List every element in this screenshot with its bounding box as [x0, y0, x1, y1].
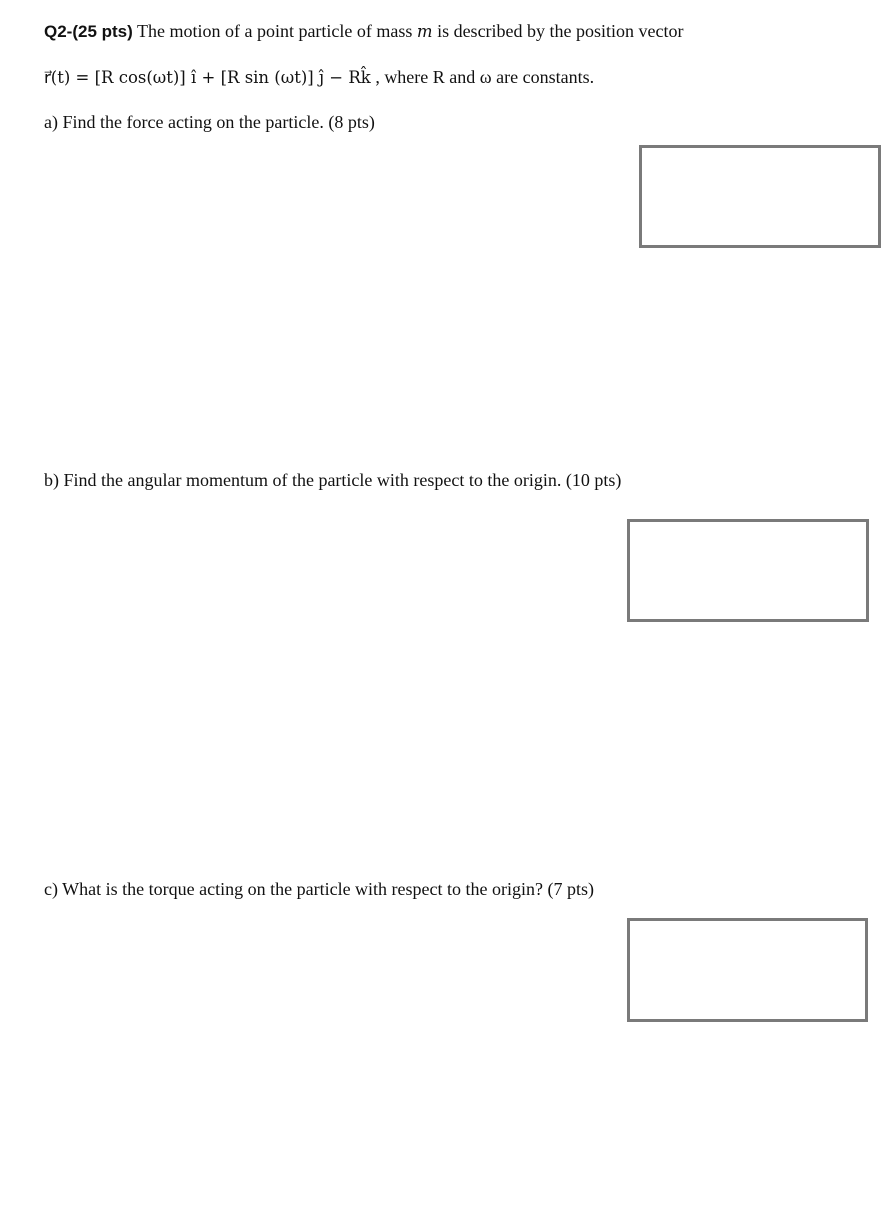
part-b-prompt: b) Find the angular momentum of the particle with respect to the origin. (10 pts) — [44, 470, 622, 490]
part-c-answer-box[interactable] — [627, 918, 868, 1022]
part-a-answer-box[interactable] — [639, 145, 881, 248]
position-vector-equation: r⃗(t) = [R cos(ωt)] î + [R sin (ωt)] ĵ − Rk̂ — [44, 68, 371, 87]
question-intro-text-end: is described by the position vector — [432, 21, 684, 41]
question-intro-text: The motion of a point particle of mass — [132, 21, 417, 41]
question-header — [44, 20, 684, 43]
position-vector-line — [44, 66, 594, 89]
part-c-prompt: c) What is the torque acting on the particle with respect to the origin? (7 pts) — [44, 879, 594, 899]
part-b-answer-box[interactable] — [627, 519, 869, 622]
part-a-prompt: a) Find the force acting on the particle. (8 pts) — [44, 112, 375, 132]
equation-suffix: , where R and ω are constants. — [370, 67, 595, 87]
mass-symbol: m — [416, 22, 433, 41]
question-label: Q2-(25 pts) — [44, 22, 133, 41]
